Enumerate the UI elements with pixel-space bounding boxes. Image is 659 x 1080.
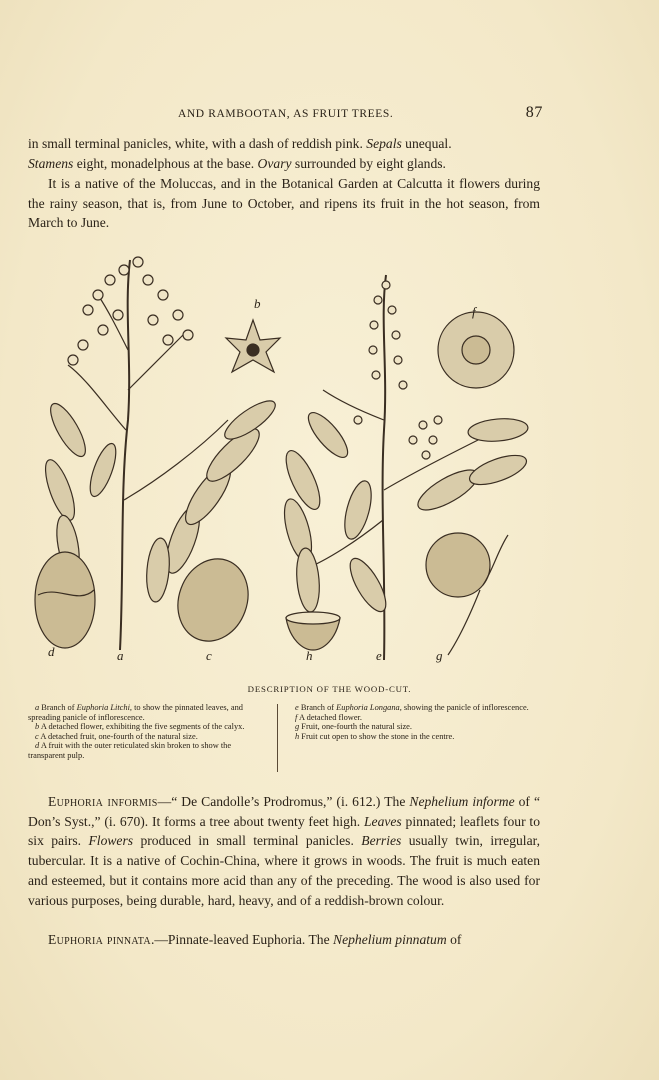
figure-label-b: b <box>254 296 261 311</box>
figure-label-c: c <box>206 648 212 663</box>
figure-label-g: g <box>436 648 443 663</box>
caption-item-d: d A fruit with the outer reticulated skin broken to show the transparent pulp. <box>28 741 232 760</box>
caption-title: DESCRIPTION OF THE WOOD-CUT. <box>247 684 412 694</box>
caption-item-c: c A detached fruit, one-fourth of the natural size. <box>35 731 198 741</box>
running-title: AND RAMBOOTAN, AS FRUIT TREES. <box>178 108 394 120</box>
informis-heading: Euphoria informis <box>48 794 158 809</box>
page-header <box>28 104 543 126</box>
figure-label-d: d <box>48 644 55 659</box>
figure-label-e: e <box>376 648 382 663</box>
caption-right-column <box>288 703 536 741</box>
figure-label-a: a <box>117 648 124 663</box>
caption-item-e: e Branch of Euphoria Longana, showing the panicle of inflorescence. <box>295 703 529 712</box>
wood-cut-illustration <box>28 240 548 680</box>
caption-item-f: f A detached flower. <box>295 712 362 722</box>
pinnata-heading: Euphoria pinnata <box>48 932 151 947</box>
pinnata-paragraph: Euphoria pinnata.—Pinnate-leaved Euphoria. The Nephelium pinnatum of <box>48 932 462 947</box>
informis-paragraph: Euphoria informis—“ De Candolle’s Prodromus,” (i. 612.) The Nephelium informe of “ Don’s Syst.,” (i. 670). It forms a tree about twenty feet high. Leaves pinnated; leaflets four to six pairs. Flowers produced in small terminal panicles. Berries usually twin, irregular, tubercular. It is a native of Cochin-China, where it grows in woods. The fruit is much eaten and esteemed, but it contains more acid than any of the preceding. The wood is also used for various purposes, being durable, hard, heavy, and of a reddish-brown colour. <box>28 794 540 908</box>
caption-divider <box>277 704 278 772</box>
caption-left-column <box>28 703 270 761</box>
caption-item-h: h Fruit cut open to show the stone in the centre. <box>295 731 455 741</box>
caption-item-g: g Fruit, one-fourth the natural size. <box>295 722 412 732</box>
intro-paragraph-2: It is a native of the Moluccas, and in the Botanical Garden at Calcutta it flowers during the rainy season, that is, from June to October, and ripens its fruit in the hot season, from March to June. <box>28 176 540 231</box>
caption-item-b: b A detached flower, exhibiting the five segments of the calyx. <box>35 722 245 732</box>
page-number: 87 <box>525 104 543 121</box>
figure-label-f: f <box>472 304 476 319</box>
caption-item-a: a Branch of Euphoria Litchi, to show the pinnated leaves, and spreading panicle of inflorescence. <box>28 703 243 722</box>
botanical-engraving <box>28 240 548 680</box>
figure-label-h: h <box>306 648 313 663</box>
intro-paragraph-1: in small terminal panicles, white, with a dash of reddish pink. Sepals unequal. Stamens eight, monadelphous at the base. Ovary surrounded by eight glands. <box>28 136 452 171</box>
